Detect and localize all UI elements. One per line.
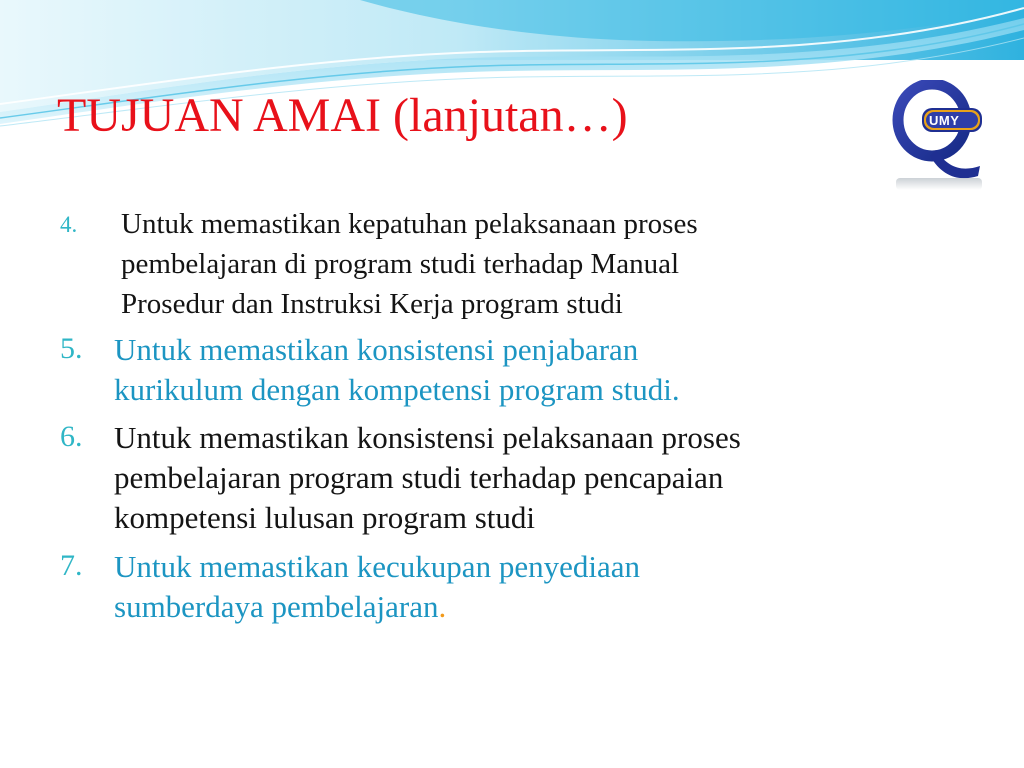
list-item	[60, 547, 640, 627]
list-item-number: 5.	[60, 332, 83, 365]
slide-title: TUJUAN AMAI (lanjutan…)	[57, 89, 628, 142]
list-item-text: Untuk memastikan konsistensi pelaksanaan proses pembelajaran program studi terhadap pencapaian kompetensi lulusan program studi	[114, 420, 741, 535]
list-item-text: Untuk memastikan kecukupan penyediaan sumberdaya pembelajaran.	[114, 549, 640, 624]
list-item-number: 6.	[60, 420, 83, 453]
list-item-text: Untuk memastikan konsistensi penjabaran kurikulum dengan kompetensi program studi.	[114, 332, 680, 407]
accent-period: .	[438, 589, 447, 624]
list-item-number: 7.	[60, 549, 83, 582]
list-item	[60, 418, 741, 538]
list-item-text: Untuk memastikan kepatuhan pelaksanaan proses pembelajaran di program studi terhadap Manual Prosedur dan Instruksi Kerja program studi	[121, 208, 698, 320]
list-item	[60, 204, 698, 324]
logo-text: UMY	[929, 113, 960, 128]
list-item-number: 4.	[60, 212, 78, 237]
list-item	[60, 330, 680, 410]
